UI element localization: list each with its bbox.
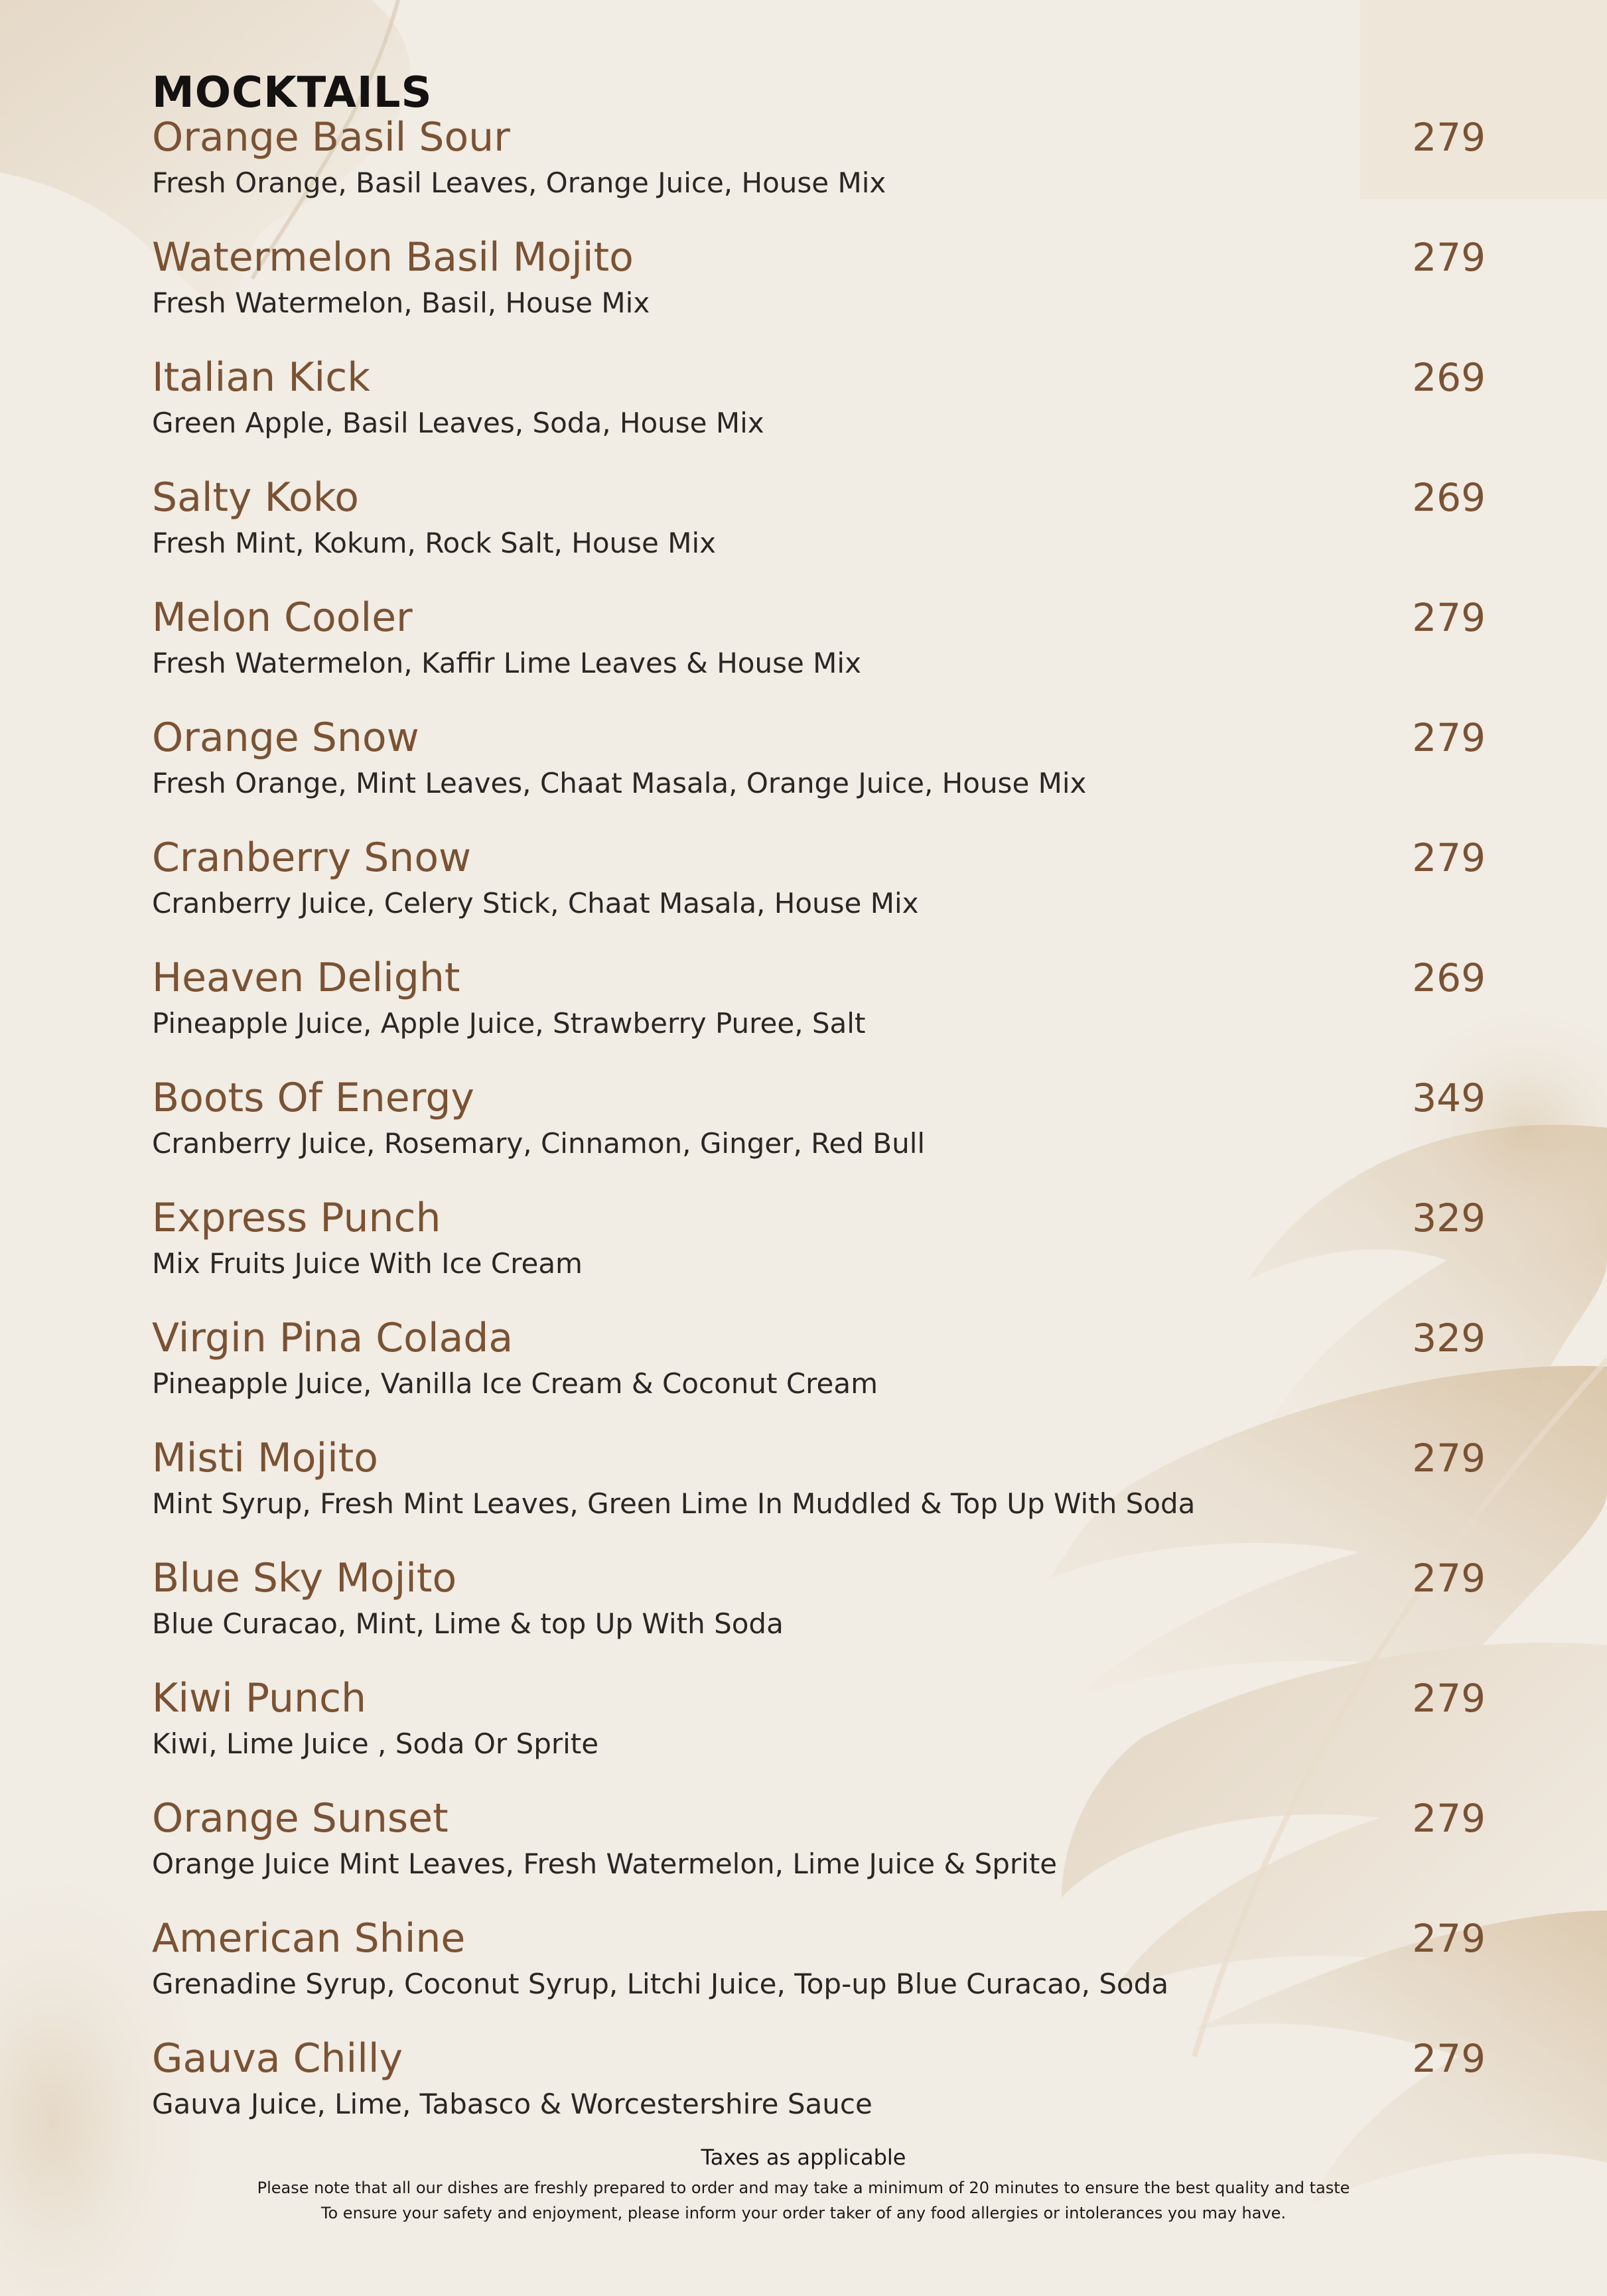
menu-item-price: 279	[1412, 715, 1486, 760]
menu-item	[152, 1914, 1486, 2020]
menu-item-description: Gauva Juice, Lime, Tabasco & Worcestershire Sauce	[152, 2088, 873, 2120]
menu-item	[152, 1193, 1486, 1300]
menu-item-name: Orange Basil Sour	[152, 114, 510, 161]
menu-item-price: 329	[1412, 1316, 1486, 1361]
menu-item-name: Salty Koko	[152, 474, 360, 521]
menu-item-description: Fresh Mint, Kokum, Rock Salt, House Mix	[152, 527, 716, 559]
menu-item-description: Mix Fruits Juice With Ice Cream	[152, 1247, 583, 1280]
menu-item	[152, 833, 1486, 939]
allergy-note: To ensure your safety and enjoyment, please inform your order taker of any food allergies or intolerances you may have.	[320, 2204, 1287, 2222]
menu-item-name: Blue Sky Mojito	[152, 1555, 457, 1601]
menu-item-name: Virgin Pina Colada	[152, 1315, 514, 1361]
menu-item-description: Mint Syrup, Fresh Mint Leaves, Green Lime In Muddled & Top Up With Soda	[152, 1487, 1196, 1520]
menu-item-name: Orange Sunset	[152, 1795, 449, 1842]
menu-item-description: Fresh Watermelon, Basil, House Mix	[152, 287, 650, 319]
menu-item-price: 279	[1412, 2036, 1486, 2081]
menu-item	[152, 1554, 1486, 1660]
menu-item-description: Kiwi, Lime Juice , Soda Or Sprite	[152, 1727, 599, 1760]
menu-item	[152, 1794, 1486, 1900]
menu-item-name: Cranberry Snow	[152, 835, 472, 881]
menu-item	[152, 233, 1486, 339]
menu-item	[152, 2034, 1486, 2140]
menu-item-name: Express Punch	[152, 1195, 441, 1241]
menu-item-description: Fresh Watermelon, Kaffir Lime Leaves & House Mix	[152, 647, 861, 679]
menu-item	[152, 1674, 1486, 1780]
menu-item	[152, 1434, 1486, 1540]
menu-item-description: Pineapple Juice, Vanilla Ice Cream & Coconut Cream	[152, 1367, 878, 1400]
menu-item-price: 279	[1412, 835, 1486, 880]
menu-item	[152, 1314, 1486, 1420]
menu-item	[152, 593, 1486, 699]
menu-item-price: 279	[1412, 1676, 1486, 1721]
menu-item-description: Cranberry Juice, Rosemary, Cinnamon, Ginger, Red Bull	[152, 1127, 926, 1160]
menu-item-description: Blue Curacao, Mint, Lime & top Up With Soda	[152, 1607, 784, 1640]
menu-item	[152, 1073, 1486, 1180]
menu-item-name: Kiwi Punch	[152, 1675, 367, 1722]
menu-item	[152, 713, 1486, 819]
menu-item-price: 279	[1412, 115, 1486, 160]
menu-item-price: 349	[1412, 1075, 1486, 1120]
menu-item-price: 279	[1412, 1436, 1486, 1481]
menu-item-price: 279	[1412, 1916, 1486, 1961]
menu-item-name: Gauva Chilly	[152, 2035, 403, 2082]
menu-item-description: Fresh Orange, Basil Leaves, Orange Juice, House Mix	[152, 167, 886, 199]
menu-item-price: 279	[1412, 1556, 1486, 1601]
menu-item-name: Misti Mojito	[152, 1435, 379, 1481]
menu-item-description: Fresh Orange, Mint Leaves, Chaat Masala, Orange Juice, House Mix	[152, 767, 1087, 799]
menu-item-name: Watermelon Basil Mojito	[152, 234, 634, 281]
menu-item-price: 279	[1412, 595, 1486, 640]
menu-item-name: Heaven Delight	[152, 955, 460, 1001]
menu-item-price: 269	[1412, 955, 1486, 1000]
menu-heading: MOCKTAILS	[152, 68, 433, 117]
menu-item-name: Italian Kick	[152, 354, 370, 401]
menu-item-price: 269	[1412, 355, 1486, 400]
menu-item	[152, 113, 1486, 219]
menu-item-name: Boots Of Energy	[152, 1075, 474, 1121]
menu-item-description: Grenadine Syrup, Coconut Syrup, Litchi Juice, Top-up Blue Curacao, Soda	[152, 1968, 1169, 2000]
menu-item	[152, 473, 1486, 579]
taxes-note: Taxes as applicable	[701, 2145, 906, 2170]
preparation-note: Please note that all our dishes are freshly prepared to order and may take a minimum of 20 minutes to ensure the best quality and taste	[257, 2179, 1350, 2197]
menu-item-price: 329	[1412, 1195, 1486, 1241]
menu-item-description: Pineapple Juice, Apple Juice, Strawberry Puree, Salt	[152, 1007, 866, 1040]
menu-item-description: Orange Juice Mint Leaves, Fresh Watermelon, Lime Juice & Sprite	[152, 1848, 1058, 1880]
menu-item-name: Orange Snow	[152, 714, 419, 761]
menu-item-name: Melon Cooler	[152, 594, 413, 641]
menu-item-price: 279	[1412, 1796, 1486, 1841]
menu-item-price: 269	[1412, 475, 1486, 520]
menu-item	[152, 953, 1486, 1059]
menu-item	[152, 353, 1486, 459]
menu-item-price: 279	[1412, 235, 1486, 280]
menu-item-description: Green Apple, Basil Leaves, Soda, House Mix	[152, 407, 764, 439]
menu-item-name: American Shine	[152, 1915, 466, 1962]
menu-item-description: Cranberry Juice, Celery Stick, Chaat Masala, House Mix	[152, 887, 919, 919]
